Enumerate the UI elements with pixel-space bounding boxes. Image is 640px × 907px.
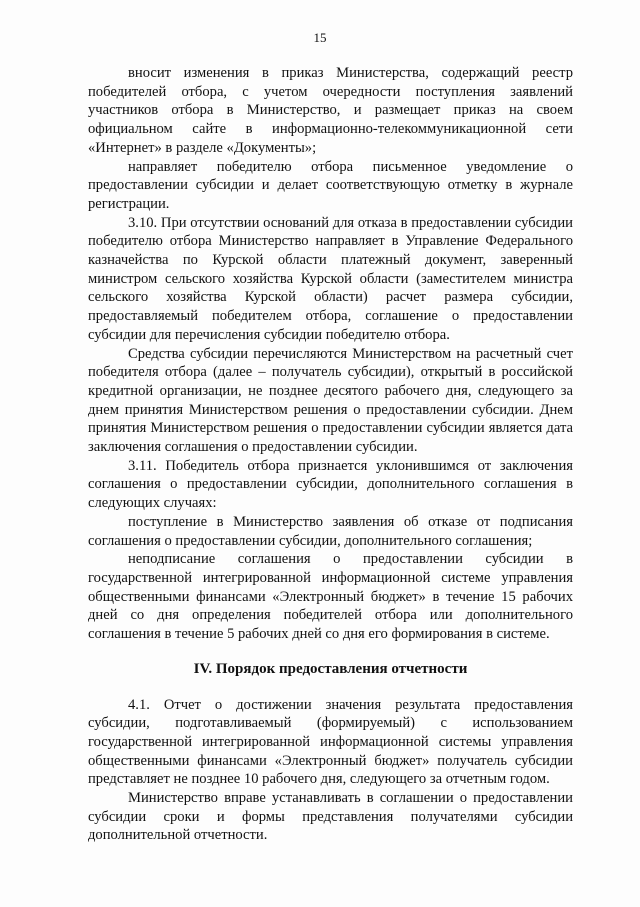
paragraph: поступление в Министерство заявления об отказе от подписания соглашения о предоставлении субсидии, дополнительного соглашения; [88,513,573,549]
section-heading: IV. Порядок предоставления отчетности [193,660,468,677]
paragraph: вносит изменения в приказ Министерства, содержащий реестр победителей отбора, с учетом очередности поступления заявлений участников отбора в Министерство, и размещает приказ на своем официальном сайте в информационно-телекоммуникационной сети «Интернет» в разделе «Документы»; [88,65,573,156]
paragraph: 3.11. Победитель отбора признается уклонившимся от заключения соглашения о предоставлении субсидии, дополнительного соглашения в следующих случаях: [88,457,573,512]
paragraph: неподписание соглашения о предоставлении субсидии в государственной интегрированной информационной системе управления общественными финансами «Электронный бюджет» в течение 15 рабочих дней со дня определения победителей отбора или дополнительного соглашения в течение 5 рабочих дней со дня его формирования в системе. [88,551,573,643]
document-body [88,64,573,845]
page-number: 15 [313,30,327,45]
paragraph: Средства субсидии перечисляются Министерством на расчетный счет победителя отбора (далее – получатель субсидии), открытый в российской кредитной организации, не позднее десятого рабочего дня, следующего за днем принятия Министерством решения о предоставлении субсидии. Днем принятия Министерством решения о предоставлении субсидии является дата заключения соглашения о предоставлении субсидии. [88,345,573,456]
paragraph: 4.1. Отчет о достижении значения результата предоставления субсидии, подготавливаемый (формируемый) с использованием государственной интегрированной информационной системы управления общественными финансами «Электронный бюджет» получатель субсидии представляет не позднее 10 рабочего дня, следующего за отчетным годом. [88,696,573,788]
paragraph: направляет победителю отбора письменное уведомление о предоставлении субсидии и делает соответствующую отметку в журнале регистрации. [88,158,573,212]
paragraph: 3.10. При отсутствии оснований для отказа в предоставлении субсидии победителю отбора Министерство направляет в Управление Федерального казначейства по Курской области платежный документ, заверенный министром сельского хозяйства Курской области (заместителем министра сельского хозяйства Курской области) расчет размера субсидии, предоставляемый победителем отбора, соглашение о предоставлении субсидии для перечисления субсидии победителю отбора. [88,214,573,343]
paragraph: Министерство вправе устанавливать в соглашении о предоставлении субсидии сроки и формы представления получателями субсидии дополнительной отчетности. [88,790,573,844]
